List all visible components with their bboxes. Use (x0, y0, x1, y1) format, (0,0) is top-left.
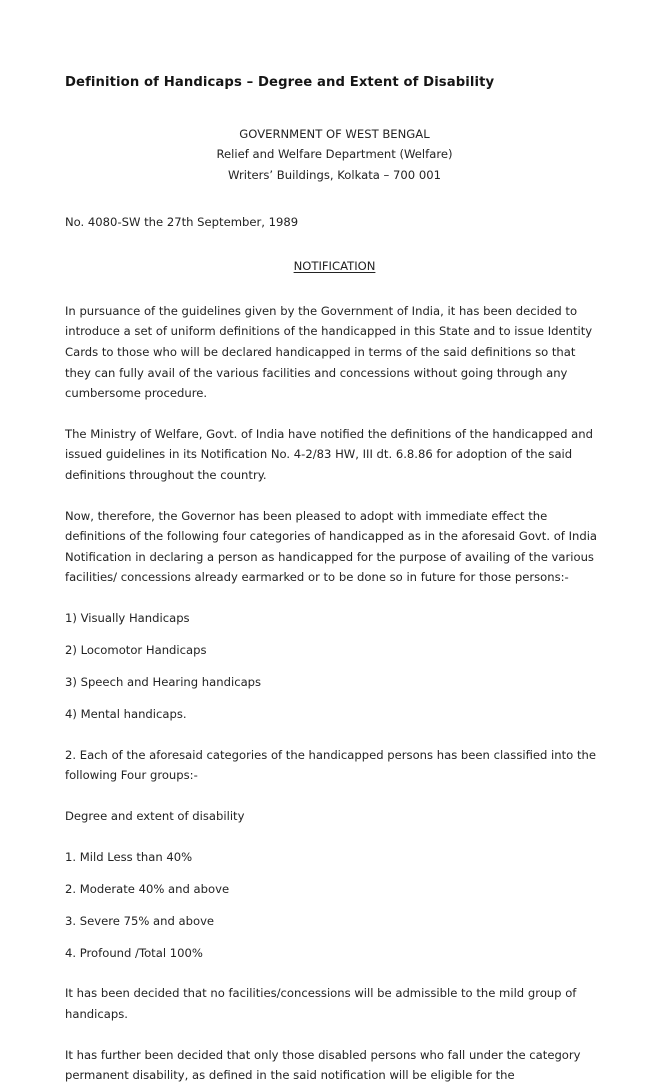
letterhead-block (65, 124, 604, 186)
page-title: Definition of Handicaps – Degree and Extent of Disability (65, 75, 495, 90)
reference-number: No. 4080-SW the 27th September, 1989 (65, 214, 299, 229)
list-item: 1. Mild Less than 40% (65, 849, 193, 864)
list-item: 4) Mental handicaps. (65, 707, 187, 722)
letterhead-department-line: Relief and Welfare Department (Welfare) (216, 147, 453, 162)
handicap-categories-list (65, 608, 604, 725)
paragraph-mild-group-exclusion: It has been decided that no facilities/concessions will be admissible to the mild group of handicaps. (65, 986, 577, 1022)
paragraph-governor-adoption: Now, therefore, the Governor has been pleased to adopt with immediate effect the definitions of the following four categories of handicapped as in the aforesaid Govt. of India Notification in declaring a person as handicapped for the purpose of availing of the various facilities/ concessions already earmarked or to be done so in future for those persons:- (65, 508, 598, 585)
list-item: 2. Moderate 40% and above (65, 881, 230, 896)
letterhead-government-line: GOVERNMENT OF WEST BENGAL (239, 126, 430, 141)
paragraph-classification: 2. Each of the aforesaid categories of the handicapped persons has been classified into the following Four groups:- (65, 747, 596, 783)
notification-heading-text: NOTIFICATION (293, 259, 376, 274)
letterhead-address-line: Writers’ Buildings, Kolkata – 700 001 (228, 168, 441, 182)
list-item: 3) Speech and Hearing handicaps (65, 675, 262, 690)
list-item: 3. Severe 75% and above (65, 913, 215, 928)
list-item: 1) Visually Handicaps (65, 610, 190, 625)
degree-and-extent-label: Degree and extent of disability (65, 808, 245, 823)
degree-groups-list (65, 847, 604, 964)
list-item: 4. Profound /Total 100% (65, 945, 203, 960)
notification-heading (65, 256, 604, 277)
list-item: 2) Locomotor Handicaps (65, 643, 207, 657)
paragraph-permanent-disability: It has further been decided that only those disabled persons who fall under the category permanent disability, as defined in the said notification will be eligible for the (65, 1047, 581, 1083)
paragraph-pursuance: In pursuance of the guidelines given by the Government of India, it has been decided to introduce a set of uniform definitions of the handicapped in this State and to issue Identity Cards to those who will be declared handicapped in terms of the said definitions so that they can fully avail of the various facilities and concessions without going through any cumbersome procedure. (65, 303, 593, 401)
paragraph-ministry-notification: The Ministry of Welfare, Govt. of India have notified the definitions of the handicapped and issued guidelines in its Notification No. 4-2/83 HW, III dt. 6.8.86 for adoption of the said definitions throughout the country. (65, 426, 593, 482)
